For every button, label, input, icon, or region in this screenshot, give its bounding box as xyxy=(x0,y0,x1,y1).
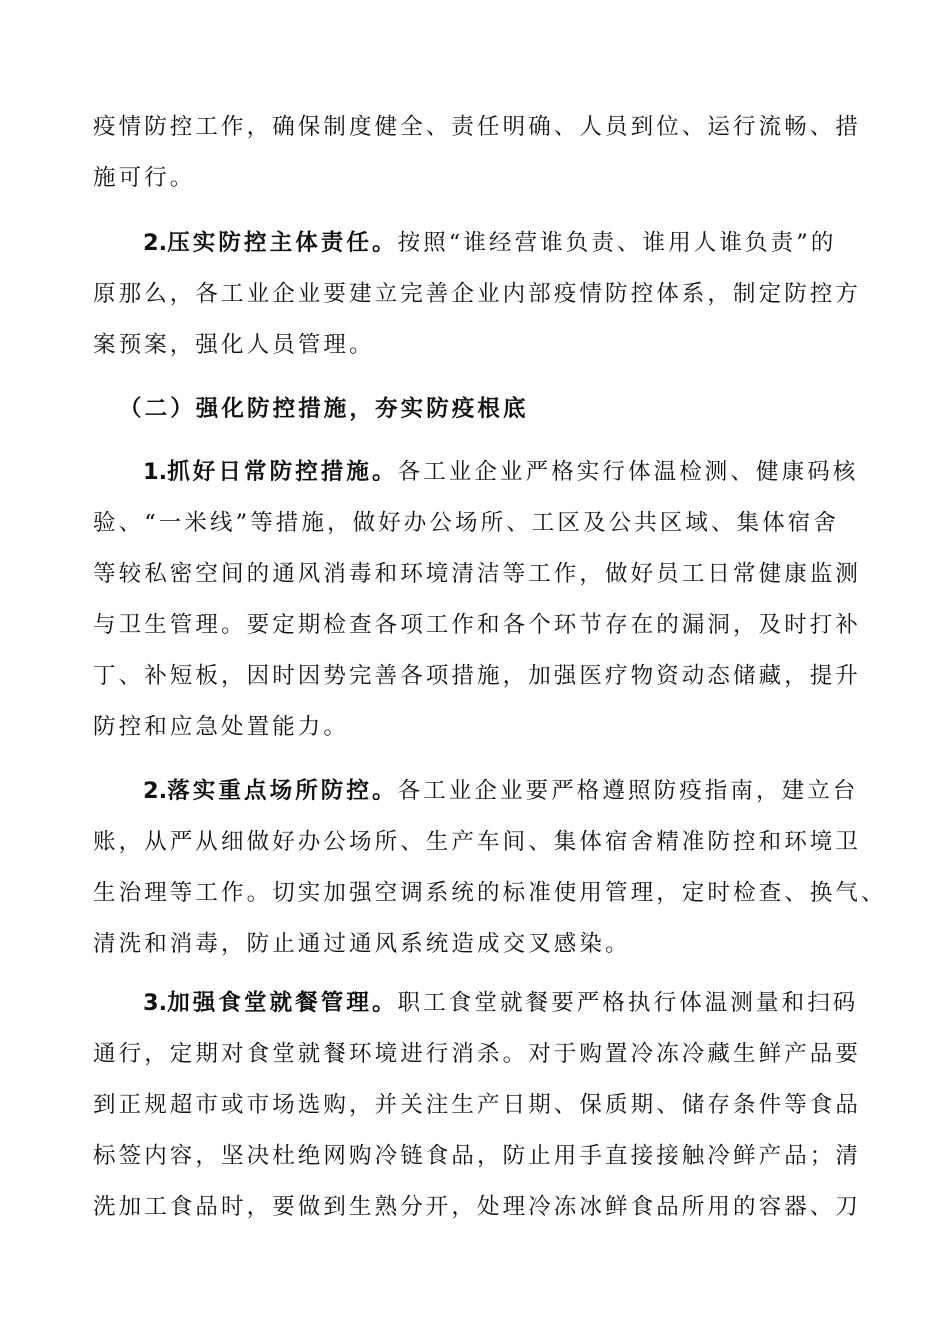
section-heading-block xyxy=(93,384,873,435)
paragraph-line: 到正规超市或市场选购，并关注生产日期、保质期、储存条件等食品 xyxy=(93,1092,862,1118)
paragraph-item-2-key-venues xyxy=(93,766,887,970)
paragraph-line: 验、“一米线”等措施，做好办公场所、工区及公共区域、集体宿舍 xyxy=(93,510,840,536)
paragraph-line: 丁、补短板，因时因势完善各项措施，加强医疗物资动态储藏，提升 xyxy=(93,663,862,689)
paragraph-line: 通行，定期对食堂就餐环境进行消杀。对于购置冷冻冷藏生鲜产品要 xyxy=(93,1041,862,1067)
item-title: 压实防控主体责任。 xyxy=(167,230,398,256)
paragraph-line xyxy=(93,218,873,269)
item-text: 按照“谁经营谁负责、谁用人谁负责”的 xyxy=(397,230,837,256)
item-text: 各工业企业严格实行体温检测、健康码核 xyxy=(397,459,859,485)
paragraph-line: 生治理等工作。切实加强空调系统的标准使用管理，定时检查、换气、 xyxy=(93,880,887,906)
item-text: 各工业企业要严格遵照防疫指南，建立台 xyxy=(397,778,859,804)
paragraph-line xyxy=(93,766,873,817)
section-heading: （二）强化防控措施，夯实防疫根底 xyxy=(119,396,529,422)
paragraph-line: 账，从严从细做好办公场所、生产车间、集体宿舍精准防控和环境卫 xyxy=(93,829,862,855)
paragraph-line: 案预案，强化人员管理。 xyxy=(93,332,375,358)
paragraph-item-1-daily-measures xyxy=(93,447,873,753)
paragraph-line: 清洗和消毒，防止通过通风系统造成交叉感染。 xyxy=(93,931,631,957)
item-number: 2. xyxy=(143,778,168,804)
item-number: 3. xyxy=(143,990,168,1016)
paragraph-line: 原那么，各工业企业要建立完善企业内部疫情防控体系，制定防控方 xyxy=(93,281,862,307)
item-number: 2. xyxy=(143,230,168,256)
item-text: 职工食堂就餐要严格执行体温测量和扫码 xyxy=(397,990,859,1016)
paragraph-line: 洗加工食品时，要做到生熟分开，处理冷冻冰鲜食品所用的容器、刀 xyxy=(93,1194,862,1220)
item-title: 落实重点场所防控。 xyxy=(167,778,398,804)
paragraph-item-2-responsibility xyxy=(93,218,873,371)
paragraph-line xyxy=(93,978,873,1029)
paragraph-line: 防控和应急处置能力。 xyxy=(93,714,350,740)
paragraph-line: 标签内容，坚决杜绝网购冷链食品，防止用手直接接触冷鲜产品；清 xyxy=(93,1143,862,1169)
paragraph-continuation xyxy=(93,102,873,204)
paragraph-item-3-canteen xyxy=(93,978,873,1233)
paragraph-line: 疫情防控工作，确保制度健全、责任明确、人员到位、运行流畅、措 xyxy=(93,114,862,140)
item-title: 抓好日常防控措施。 xyxy=(167,459,398,485)
item-title: 加强食堂就餐管理。 xyxy=(167,990,398,1016)
item-number: 1. xyxy=(143,459,168,485)
paragraph-line: 施可行。 xyxy=(93,165,196,191)
paragraph-line: 与卫生管理。要定期检查各项工作和各个环节存在的漏洞，及时打补 xyxy=(93,612,862,638)
paragraph-line xyxy=(93,447,873,498)
paragraph-line: 等较私密空间的通风消毒和环境清洁等工作，做好员工日常健康监测 xyxy=(93,561,862,587)
